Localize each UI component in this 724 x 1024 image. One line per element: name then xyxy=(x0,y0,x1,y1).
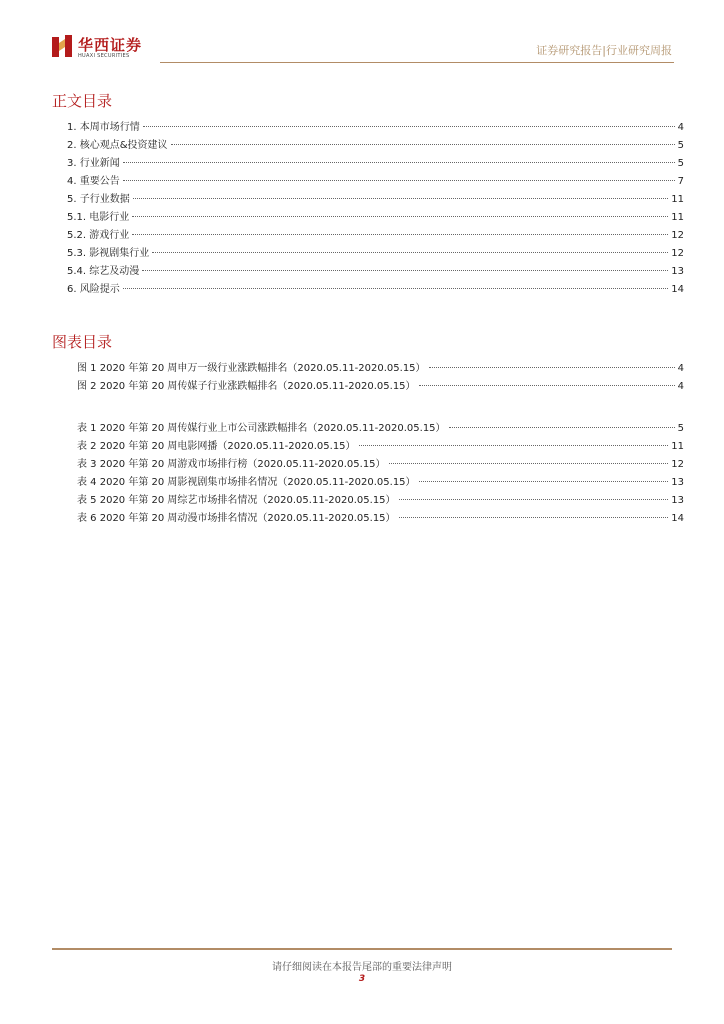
toc-entry[interactable] xyxy=(67,244,684,262)
toc-entry-page: 11 xyxy=(671,212,684,223)
toc-entry-page: 7 xyxy=(677,176,684,187)
table-entry-label: 表 4 2020 年第 20 周影视剧集市场排名情况（2020.05.11-2020.05.15） xyxy=(77,477,416,488)
footer-divider xyxy=(52,948,672,950)
figure-entry-label: 图 1 2020 年第 20 周申万一级行业涨跌幅排名（2020.05.11-2020.05.15） xyxy=(77,363,426,374)
toc-entry-label: 6. 风险提示 xyxy=(67,284,120,295)
dot-leader xyxy=(152,252,668,253)
toc-entry-label: 5.4. 综艺及动漫 xyxy=(67,266,140,277)
dot-leader xyxy=(171,144,675,145)
dot-leader xyxy=(419,385,675,386)
toc-entry-label: 5. 子行业数据 xyxy=(67,194,130,205)
toc-entry[interactable] xyxy=(67,136,684,154)
table-entry[interactable] xyxy=(77,473,684,491)
toc-entry-page: 13 xyxy=(671,266,684,277)
table-entry-label: 表 2 2020 年第 20 周电影网播（2020.05.11-2020.05.15） xyxy=(77,441,356,452)
toc-entry-label: 2. 核心观点&投资建议 xyxy=(67,140,168,151)
table-entry[interactable] xyxy=(77,491,684,509)
toc-entry-label: 5.2. 游戏行业 xyxy=(67,230,130,241)
toc-entry-page: 12 xyxy=(671,230,684,241)
toc-entry-page: 5 xyxy=(677,140,684,151)
dot-leader xyxy=(123,180,675,181)
logo-chinese-name: 华西证券 xyxy=(78,36,143,54)
dot-leader xyxy=(143,126,675,127)
dot-leader xyxy=(133,198,669,199)
dot-leader xyxy=(359,445,669,446)
table-entry-page: 14 xyxy=(671,513,684,524)
figure-entry-page: 4 xyxy=(677,381,684,392)
toc-entry-label: 3. 行业新闻 xyxy=(67,158,120,169)
toc-entry[interactable] xyxy=(67,208,684,226)
table-entry-page: 11 xyxy=(671,441,684,452)
toc-entry-page: 12 xyxy=(671,248,684,259)
table-entry[interactable] xyxy=(77,437,684,455)
dot-leader xyxy=(123,288,669,289)
tables-list xyxy=(77,419,684,527)
table-entry-label: 表 1 2020 年第 20 周传媒行业上市公司涨跌幅排名（2020.05.11-2020.05.15） xyxy=(77,423,446,434)
page-number: 3 xyxy=(358,974,366,984)
toc-title: 正文目录 xyxy=(52,92,113,110)
toc-entry-page: 14 xyxy=(671,284,684,295)
table-entry[interactable] xyxy=(77,455,684,473)
logo-english-name: HUAXI SECURITIES xyxy=(78,53,130,59)
dot-leader xyxy=(123,162,675,163)
report-type-label: 证券研究报告|行业研究周报 xyxy=(536,44,672,57)
toc-entry-label: 5.3. 影视剧集行业 xyxy=(67,248,150,259)
table-entry-label: 表 6 2020 年第 20 周动漫市场排名情况（2020.05.11-2020.05.15） xyxy=(77,513,396,524)
toc-entry[interactable] xyxy=(67,262,684,280)
figure-entry-label: 图 2 2020 年第 20 周传媒子行业涨跌幅排名（2020.05.11-2020.05.15） xyxy=(77,381,416,392)
legal-disclaimer: 请仔细阅读在本报告尾部的重要法律声明 xyxy=(272,962,452,973)
dot-leader xyxy=(389,463,669,464)
figure-entry[interactable] xyxy=(77,377,684,395)
toc-entry[interactable] xyxy=(67,226,684,244)
dot-leader xyxy=(449,427,675,428)
table-entry-label: 表 5 2020 年第 20 周综艺市场排名情况（2020.05.11-2020.05.15） xyxy=(77,495,396,506)
header-divider xyxy=(160,62,674,63)
figures-list xyxy=(77,359,684,395)
table-entry-page: 13 xyxy=(671,477,684,488)
dot-leader xyxy=(399,499,669,500)
figure-entry-page: 4 xyxy=(677,363,684,374)
toc-entry-label: 5.1. 电影行业 xyxy=(67,212,130,223)
toc-entry-page: 5 xyxy=(677,158,684,169)
dot-leader xyxy=(399,517,669,518)
toc-entry-page: 4 xyxy=(677,122,684,133)
toc-entry[interactable] xyxy=(67,190,684,208)
dot-leader xyxy=(132,234,668,235)
toc-entry-label: 1. 本周市场行情 xyxy=(67,122,140,133)
dot-leader xyxy=(429,367,675,368)
dot-leader xyxy=(132,216,668,217)
toc-entry[interactable] xyxy=(67,154,684,172)
table-entry-page: 12 xyxy=(671,459,684,470)
figure-entry[interactable] xyxy=(77,359,684,377)
table-entry-page: 13 xyxy=(671,495,684,506)
table-entry-label: 表 3 2020 年第 20 周游戏市场排行榜（2020.05.11-2020.05.15） xyxy=(77,459,386,470)
toc-entry-label: 4. 重要公告 xyxy=(67,176,120,187)
table-entry[interactable] xyxy=(77,509,684,527)
dot-leader xyxy=(419,481,669,482)
company-logo xyxy=(52,33,172,63)
toc-entry-page: 11 xyxy=(671,194,684,205)
toc-entry[interactable] xyxy=(67,172,684,190)
huaxi-logo-icon xyxy=(52,33,74,59)
toc-entry[interactable] xyxy=(67,118,684,136)
dot-leader xyxy=(142,270,668,271)
toc-list xyxy=(67,118,684,298)
table-entry[interactable] xyxy=(77,419,684,437)
figures-title: 图表目录 xyxy=(52,333,113,351)
toc-entry[interactable] xyxy=(67,280,684,298)
table-entry-page: 5 xyxy=(677,423,684,434)
